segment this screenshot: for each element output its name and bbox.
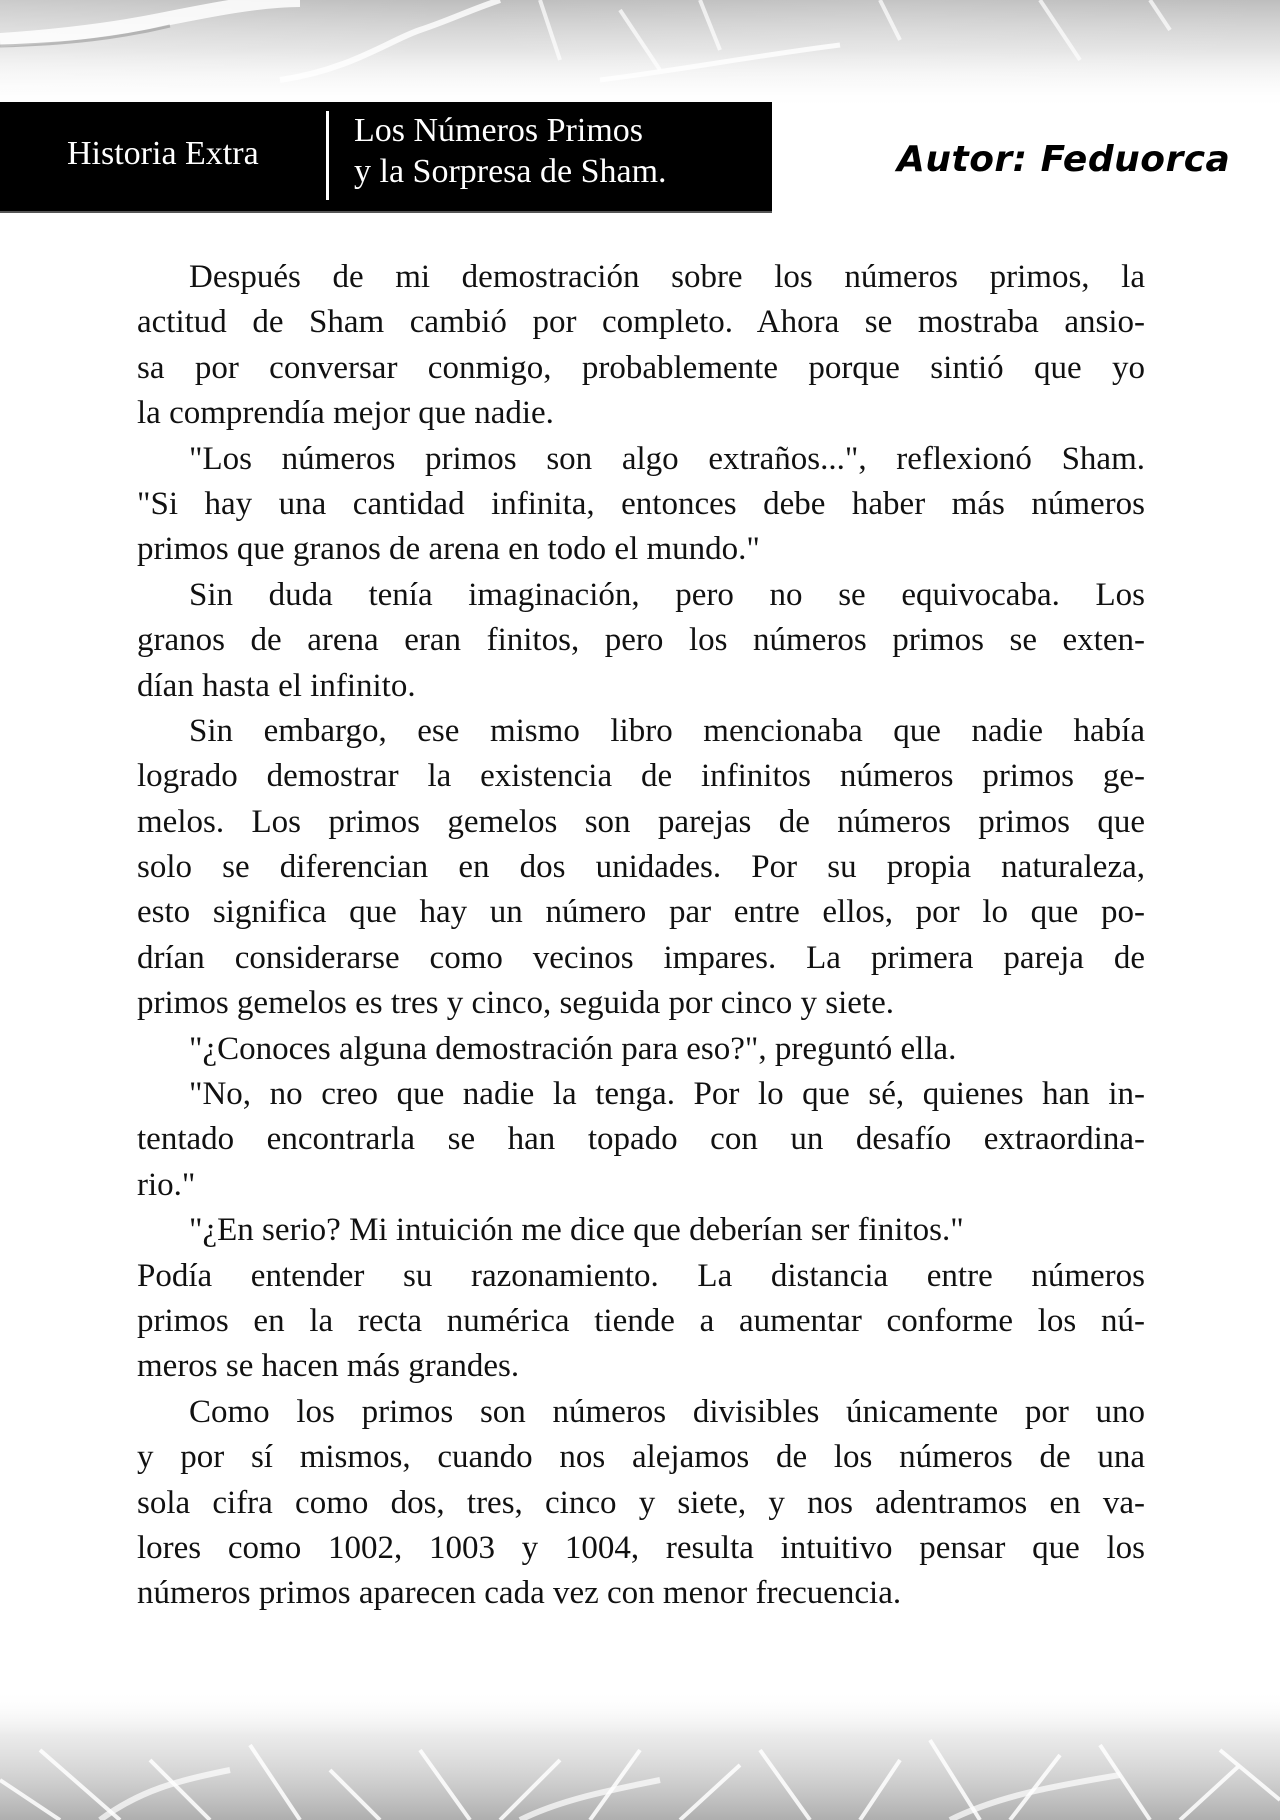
text-line: lores como 1002, 1003 y 1004, resulta intuitivo pensar que los xyxy=(137,1529,1145,1566)
text-line: Sin duda tenía imaginación, pero no se equivocaba. Los xyxy=(189,576,1145,613)
text-line: números primos aparecen cada vez con menor frecuencia. xyxy=(137,1575,902,1612)
text-line: "¿Conoces alguna demostración para eso?", preguntó ella. xyxy=(189,1030,957,1067)
paragraph xyxy=(137,1072,1145,1208)
text-line: melos. Los primos gemelos son parejas de números primos que xyxy=(137,803,1145,840)
story-body xyxy=(137,255,1145,1617)
text-line: meros se hacen más grandes. xyxy=(137,1348,520,1385)
chapter-title-line: y la Sorpresa de Sham. xyxy=(354,153,667,190)
text-line: logrado demostrar la existencia de infinitos números primos ge- xyxy=(137,758,1145,795)
text-line: Podía entender su razonamiento. La distancia entre números xyxy=(137,1257,1145,1294)
author-credit: Autor: Feduorca xyxy=(897,139,1231,180)
text-line: "Los números primos son algo extraños...", reflexionó Sham. xyxy=(189,440,1145,477)
text-line: y por sí mismos, cuando nos alejamos de los números de una xyxy=(137,1439,1145,1476)
text-line: primos en la recta numérica tiende a aumentar conforme los nú- xyxy=(137,1302,1145,1339)
text-line: dían hasta el infinito. xyxy=(137,667,416,704)
text-line: actitud de Sham cambió por completo. Ahora se mostraba ansio- xyxy=(137,304,1145,341)
text-line: Después de mi demostración sobre los números primos, la xyxy=(189,259,1145,295)
text-line: "Si hay una cantidad infinita, entonces debe haber más números xyxy=(137,485,1145,522)
paragraph xyxy=(137,573,1145,709)
paragraph xyxy=(137,709,1145,1027)
text-line: drían considerarse como vecinos impares. La primera pareja de xyxy=(137,939,1145,976)
text-line: la comprendía mejor que nadie. xyxy=(137,395,554,432)
paragraph xyxy=(137,437,1145,573)
text-line: primos gemelos es tres y cinco, seguida por cinco y siete. xyxy=(137,985,894,1022)
header-divider xyxy=(326,111,329,200)
text-line: "No, no creo que nadie la tenga. Por lo que sé, quienes han in- xyxy=(189,1076,1145,1113)
paragraph xyxy=(137,1254,1145,1390)
text-line: rio." xyxy=(137,1166,196,1203)
text-line: sa por conversar conmigo, probablemente porque sintió que yo xyxy=(137,349,1145,386)
text-line: primos que granos de arena en todo el mundo." xyxy=(137,531,760,568)
text-line: tentado encontrarla se han topado con un desafío extraordina- xyxy=(137,1121,1145,1158)
text-line: esto significa que hay un número par entre ellos, por lo que po- xyxy=(137,894,1145,931)
paragraph xyxy=(137,1390,1145,1617)
series-label: Historia Extra xyxy=(67,135,259,172)
text-line: granos de arena eran finitos, pero los números primos se exten- xyxy=(137,622,1145,659)
text-line: solo se diferencian en dos unidades. Por su propia naturaleza, xyxy=(137,849,1145,886)
top-marble-texture xyxy=(0,0,1280,110)
paragraph xyxy=(137,1027,1145,1072)
text-line: "¿En serio? Mi intuición me dice que deberían ser finitos." xyxy=(189,1212,964,1249)
chapter-title xyxy=(354,110,667,192)
chapter-title-line: Los Números Primos xyxy=(354,112,643,149)
text-line: Sin embargo, ese mismo libro mencionaba que nadie había xyxy=(189,712,1145,749)
text-line: Como los primos son números divisibles únicamente por uno xyxy=(189,1393,1145,1430)
text-line: sola cifra como dos, tres, cinco y siete, y nos adentramos en va- xyxy=(137,1484,1145,1521)
paragraph xyxy=(137,255,1145,437)
paragraph xyxy=(137,1208,1145,1253)
bottom-marble-texture xyxy=(0,1690,1280,1820)
